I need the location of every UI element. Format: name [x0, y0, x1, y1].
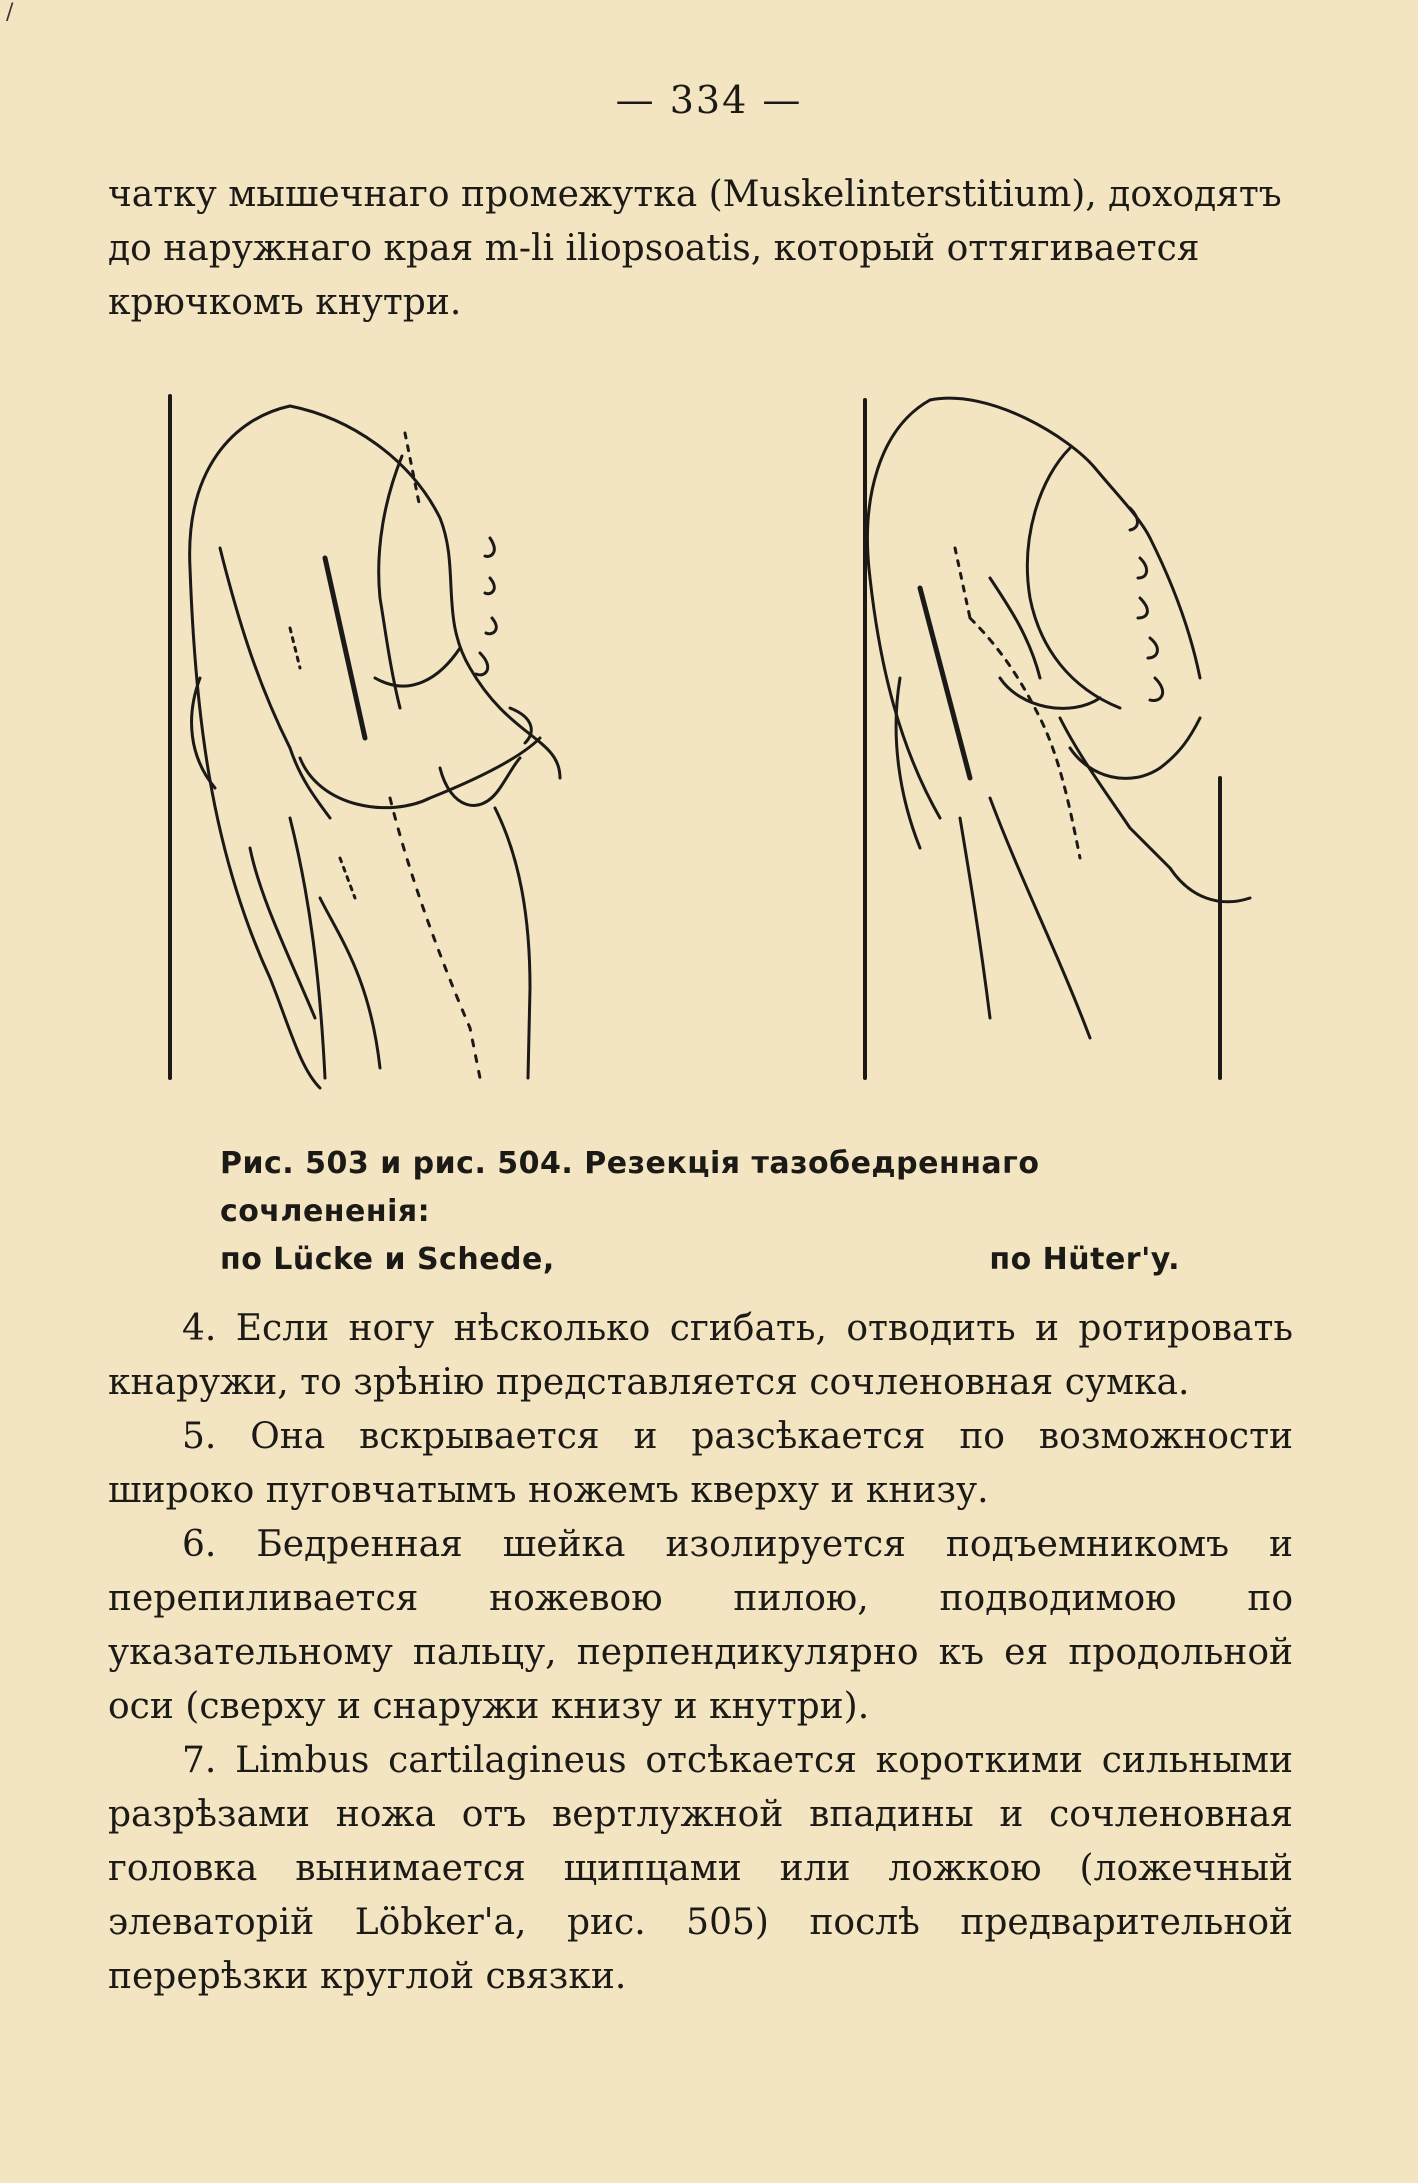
page-number: — 334 —	[615, 78, 803, 122]
caption-title: Рис. 503 и рис. 504. Резекція тазобедреннаго сочлененія:	[220, 1146, 1040, 1229]
hip-resection-figures	[140, 378, 1280, 1098]
caption-right: по Hüter'y.	[989, 1242, 1180, 1277]
figure-504-drawing	[865, 398, 1250, 1078]
paragraph-7: 7. Limbus cartilagineus отсѣкается короткими сильными разрѣзами ножа отъ вертлужной впадины и сочленовная головка вынимается щипцами или ложкою (ложечный элеваторій Löbker'а, рис. 505) послѣ предварительной перерѣзки круглой связки.	[108, 1740, 1293, 1997]
figure-503-drawing	[170, 396, 560, 1088]
intro-paragraph: чатку мышечнаго промежутка (Muskelinterstitium), доходятъ до наружнаго края m-li iliopsoatis, который оттягивается крючкомъ кнутри.	[108, 174, 1282, 323]
paragraph-6: 6. Бедренная шейка изолируется подъемникомъ и перепиливается ножевою пилою, подводимою по указательному пальцу, перпендикулярно къ ея продольной оси (сверху и снаружи книзу и кнутри).	[108, 1524, 1293, 1727]
caption-authors	[220, 1236, 1180, 1284]
margin-mark: /	[6, 0, 14, 25]
paragraph-4: 4. Если ногу нѣсколько сгибать, отводить и ротировать кнаружи, то зрѣнію представляется сочленовная сумка.	[108, 1308, 1293, 1403]
figure-pair	[140, 378, 1280, 1102]
paragraph-5: 5. Она вскрывается и разсѣкается по возможности широко пуговчатымъ ножемъ кверху и книзу.	[108, 1416, 1293, 1511]
caption-left: по Lücke и Schede,	[220, 1242, 555, 1277]
figure-caption	[220, 1140, 1200, 1284]
body-text	[108, 1302, 1293, 2004]
